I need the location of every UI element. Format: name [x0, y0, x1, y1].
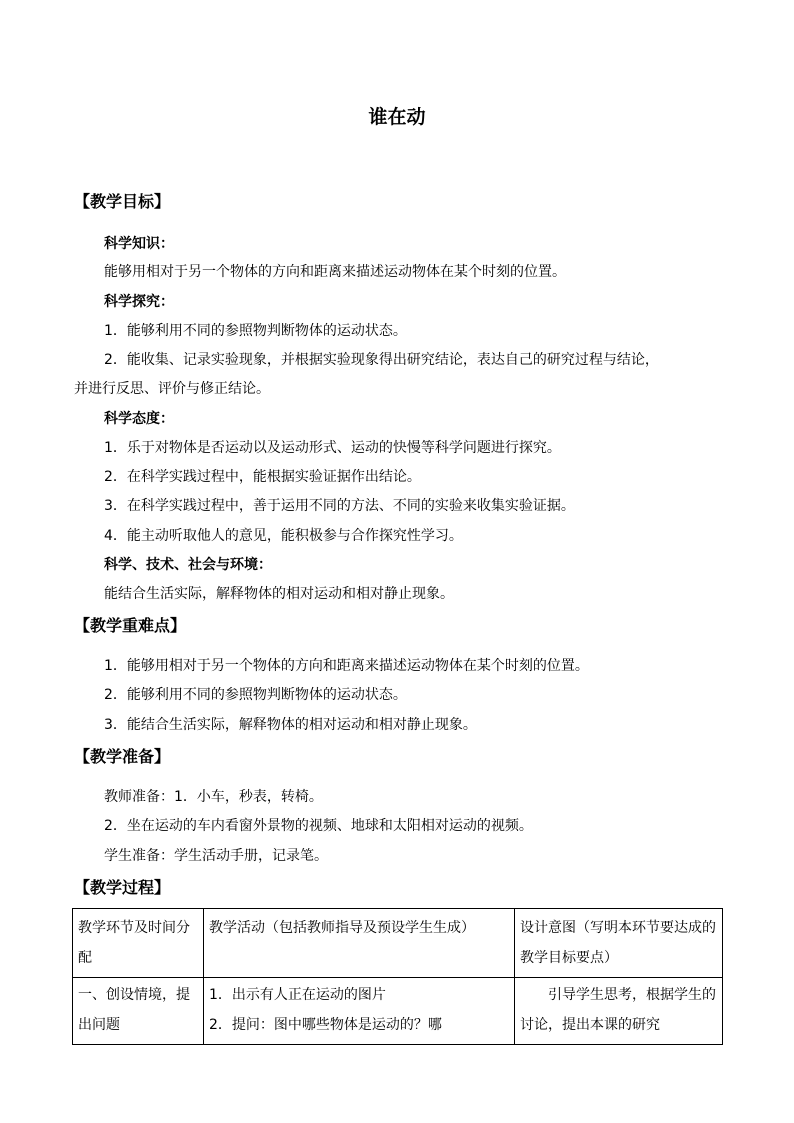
knowledge-label: 科学知识：: [104, 236, 174, 252]
process-table: [72, 908, 723, 1045]
activity-item: 1．出示有人正在运动的图片: [209, 987, 386, 1003]
activity-item: 2．提问：图中哪些物体是运动的？哪: [209, 1017, 442, 1033]
preparation-line-1: 教师准备：1．小车，秒表，转椅。: [104, 789, 323, 805]
key-point-3: 3．能结合生活实际，解释物体的相对运动和相对静止现象。: [104, 717, 477, 733]
objectives-heading: 【教学目标】: [74, 192, 171, 211]
attitude-line-2: 2．在科学实践过程中，能根据实验证据作出结论。: [104, 469, 421, 485]
preparation-line-3: 学生准备：学生活动手册，记录笔。: [104, 848, 328, 864]
inquiry-line-1: 1．能够利用不同的参照物判断物体的运动状态。: [104, 323, 407, 339]
inquiry-line-3: 并进行反思、评价与修正结论。: [74, 381, 270, 397]
sts-line: 能结合生活实际，解释物体的相对运动和相对静止现象。: [104, 586, 454, 602]
attitude-line-3: 3．在科学实践过程中，善于运用不同的方法、不同的实验来收集实验证据。: [104, 498, 575, 514]
table-header-row: [73, 909, 723, 978]
process-heading: 【教学过程】: [74, 878, 171, 897]
page-title: 谁在动: [368, 106, 426, 128]
preparation-heading: 【教学准备】: [74, 747, 171, 766]
header-activities: 教学活动（包括教师指导及预设学生生成）: [204, 909, 515, 978]
row-stage: 一、创设情境，提出问题: [73, 978, 204, 1045]
attitude-line-4: 4．能主动听取他人的意见，能积极参与合作探究性学习。: [104, 528, 463, 544]
inquiry-line-2: 2．能收集、记录实验现象，并根据实验现象得出研究结论，表达自己的研究过程与结论，: [104, 352, 659, 368]
attitude-label: 科学态度：: [104, 411, 174, 427]
table-row: [73, 978, 723, 1045]
sts-label: 科学、技术、社会与环境：: [104, 557, 272, 573]
key-point-1: 1．能够用相对于另一个物体的方向和距离来描述运动物体在某个时刻的位置。: [104, 658, 589, 674]
header-intent: 设计意图（写明本环节要达成的教学目标要点）: [515, 909, 723, 978]
inquiry-label: 科学探究：: [104, 294, 174, 310]
row-intent: 引导学生思考，根据学生的讨论，提出本课的研究: [515, 978, 723, 1045]
preparation-line-2: 2．坐在运动的车内看窗外景物的视频、地球和太阳相对运动的视频。: [104, 818, 533, 834]
attitude-line-1: 1．乐于对物体是否运动以及运动形式、运动的快慢等科学问题进行探究。: [104, 440, 561, 456]
key-points-heading: 【教学重难点】: [74, 616, 187, 635]
knowledge-line: 能够用相对于另一个物体的方向和距离来描述运动物体在某个时刻的位置。: [104, 264, 566, 280]
row-activities: [204, 978, 515, 1045]
key-point-2: 2．能够利用不同的参照物判断物体的运动状态。: [104, 687, 407, 703]
header-stage: 教学环节及时间分配: [73, 909, 204, 978]
